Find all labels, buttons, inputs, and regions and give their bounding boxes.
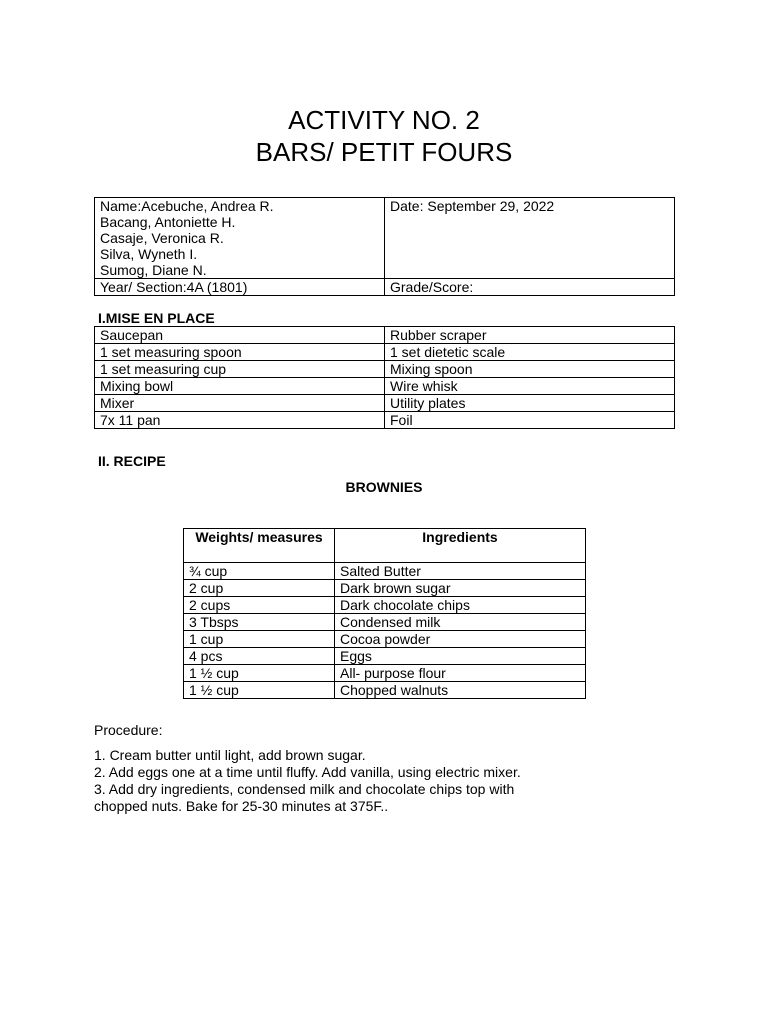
- table-row: [184, 631, 586, 648]
- procedure-steps: [94, 747, 521, 815]
- table-cell: Rubber scraper: [385, 327, 675, 344]
- table-row: [95, 412, 675, 429]
- table-cell: 2 cups: [184, 597, 335, 614]
- procedure-step: chopped nuts. Bake for 25-30 minutes at 375F..: [94, 798, 389, 814]
- info-table: [94, 197, 675, 296]
- table-row: [184, 563, 586, 580]
- date-cell: Date: September 29, 2022: [385, 198, 675, 279]
- table-cell: 1 set measuring spoon: [95, 344, 385, 361]
- table-cell: Mixer: [95, 395, 385, 412]
- table-row: [184, 648, 586, 665]
- table-cell: 7x 11 pan: [95, 412, 385, 429]
- table-cell: Dark brown sugar: [335, 580, 586, 597]
- table-cell: Salted Butter: [335, 563, 586, 580]
- table-cell: Mixing spoon: [385, 361, 675, 378]
- table-row: [184, 580, 586, 597]
- weights-header: Weights/ measures: [184, 529, 335, 563]
- table-row: [184, 665, 586, 682]
- table-row: [95, 361, 675, 378]
- ingredients-header: Ingredients: [335, 529, 586, 563]
- table-cell: ¾ cup: [184, 563, 335, 580]
- name-line: Bacang, Antoniette H.: [100, 214, 236, 230]
- table-cell: 1 set dietetic scale: [385, 344, 675, 361]
- recipe-table: [183, 528, 586, 699]
- year-section-cell: Year/ Section:4A (1801): [95, 279, 385, 296]
- table-cell: Mixing bowl: [95, 378, 385, 395]
- table-cell: Eggs: [335, 648, 586, 665]
- name-line: Silva, Wyneth I.: [100, 246, 198, 262]
- table-row: [184, 614, 586, 631]
- table-cell: Utility plates: [385, 395, 675, 412]
- table-row: [95, 327, 675, 344]
- table-cell: Foil: [385, 412, 675, 429]
- table-cell: Saucepan: [95, 327, 385, 344]
- title-line-1: ACTIVITY NO. 2: [288, 105, 480, 135]
- recipe-name: BROWNIES: [345, 479, 423, 495]
- table-row: [95, 344, 675, 361]
- names-cell: [95, 198, 385, 279]
- table-cell: Condensed milk: [335, 614, 586, 631]
- procedure-step: 2. Add eggs one at a time until fluffy. Add vanilla, using electric mixer.: [94, 764, 521, 780]
- table-cell: Dark chocolate chips: [335, 597, 586, 614]
- table-cell: 3 Tbsps: [184, 614, 335, 631]
- procedure-step: 1. Cream butter until light, add brown sugar.: [94, 747, 366, 763]
- title-line-2: BARS/ PETIT FOURS: [255, 137, 513, 167]
- table-cell: Cocoa powder: [335, 631, 586, 648]
- table-cell: 1 ½ cup: [184, 665, 335, 682]
- table-cell: All- purpose flour: [335, 665, 586, 682]
- table-row: [95, 378, 675, 395]
- table-cell: Chopped walnuts: [335, 682, 586, 699]
- table-cell: Wire whisk: [385, 378, 675, 395]
- name-line: Name:Acebuche, Andrea R.: [100, 198, 274, 214]
- mise-heading: I.MISE EN PLACE: [98, 310, 215, 326]
- table-cell: 1 ½ cup: [184, 682, 335, 699]
- name-line: Casaje, Veronica R.: [100, 230, 224, 246]
- table-cell: 2 cup: [184, 580, 335, 597]
- table-row: [184, 597, 586, 614]
- procedure-label: Procedure:: [94, 722, 163, 738]
- table-cell: 1 cup: [184, 631, 335, 648]
- table-cell: 1 set measuring cup: [95, 361, 385, 378]
- table-row: [184, 682, 586, 699]
- mise-table: [94, 326, 675, 429]
- table-row: [95, 395, 675, 412]
- table-cell: 4 pcs: [184, 648, 335, 665]
- name-line: Sumog, Diane N.: [100, 262, 207, 278]
- recipe-heading: II. RECIPE: [98, 453, 166, 469]
- procedure-step: 3. Add dry ingredients, condensed milk and chocolate chips top with: [94, 781, 515, 797]
- grade-cell: Grade/Score:: [385, 279, 675, 296]
